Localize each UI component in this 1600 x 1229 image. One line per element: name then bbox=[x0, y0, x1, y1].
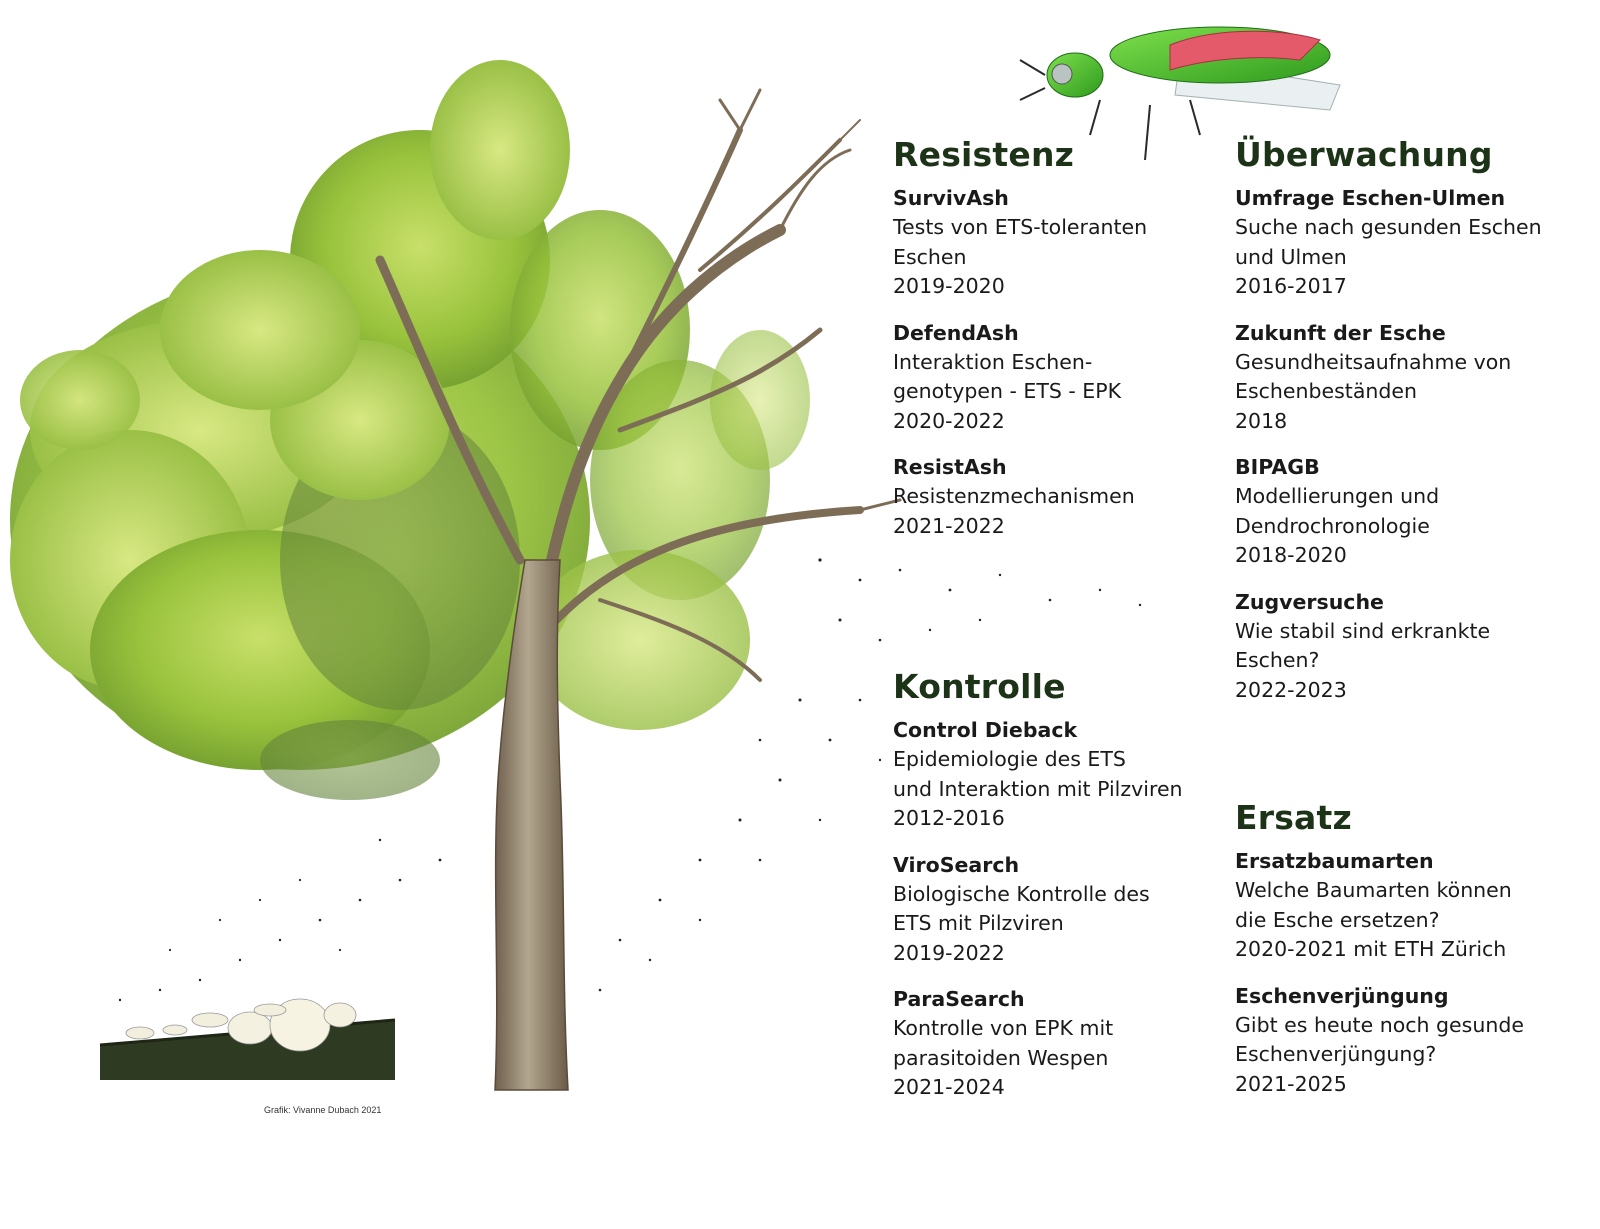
fungi-log bbox=[100, 999, 395, 1080]
project-title: ResistAsh bbox=[893, 455, 1007, 479]
project-years: 2019-2020 bbox=[893, 274, 1005, 298]
project-years: 2020-2022 bbox=[893, 408, 1005, 433]
project-description: Biologische Kontrolle des ETS mit Pilzviren bbox=[893, 881, 1150, 935]
section-kontrolle bbox=[893, 667, 1233, 1120]
image-credit: Grafik: Vivanne Dubach 2021 bbox=[264, 1105, 382, 1115]
project-title: Zukunft der Esche bbox=[1235, 320, 1446, 345]
project-title: DefendAsh bbox=[893, 320, 1019, 345]
project-title: Zugversuche bbox=[1235, 589, 1384, 614]
project-description: Gibt es heute noch gesunde Eschenverjüngung? bbox=[1235, 1012, 1524, 1066]
section-title-ueberwachung: Überwachung bbox=[1235, 135, 1493, 174]
project-description: Kontrolle von EPK mit parasitoiden Wespen bbox=[893, 1016, 1114, 1070]
project-description: Gesundheitsaufnahme von Eschenbeständen bbox=[1235, 349, 1512, 403]
project-years: 2019-2022 bbox=[893, 940, 1005, 965]
project-title: Ersatzbaumarten bbox=[1235, 849, 1434, 873]
project-description: Resistenzmechanismen bbox=[893, 484, 1135, 508]
project-years: 2021-2022 bbox=[893, 513, 1005, 538]
section-title-ersatz: Ersatz bbox=[1235, 798, 1352, 837]
project-years: 2018-2020 bbox=[1235, 543, 1347, 567]
project-title: SurvivAsh bbox=[893, 186, 1009, 210]
project-description: Welche Baumarten können die Esche ersetzen? bbox=[1235, 878, 1512, 932]
project-ersatzbaumarten bbox=[1235, 847, 1595, 965]
project-zugversuche bbox=[1235, 588, 1595, 706]
project-eschenverjuengung bbox=[1235, 982, 1595, 1100]
project-years: 2012-2016 bbox=[893, 806, 1005, 830]
project-parasearch bbox=[893, 985, 1233, 1103]
section-ueberwachung bbox=[1235, 135, 1595, 722]
project-title: Umfrage Eschen-Ulmen bbox=[1235, 186, 1506, 210]
project-title: ParaSearch bbox=[893, 987, 1025, 1011]
project-years: 2022-2023 bbox=[1235, 677, 1347, 702]
project-control-dieback bbox=[893, 716, 1233, 834]
project-virosearch bbox=[893, 851, 1233, 969]
project-description: Tests von ETS-toleranten Eschen bbox=[893, 215, 1148, 269]
project-years: 2021-2024 bbox=[893, 1075, 1005, 1099]
project-title: BIPAGB bbox=[1235, 455, 1320, 479]
project-description: Epidemiologie des ETS und Interaktion mit Pilzviren bbox=[893, 747, 1183, 801]
project-survivash bbox=[893, 184, 1233, 302]
project-description: Modellierungen und Dendrochronologie bbox=[1235, 484, 1440, 538]
project-bipagb bbox=[1235, 453, 1595, 571]
section-title-kontrolle: Kontrolle bbox=[893, 667, 1066, 706]
project-title: Control Dieback bbox=[893, 718, 1078, 742]
section-ersatz bbox=[1235, 798, 1595, 1116]
project-years: 2016-2017 bbox=[1235, 274, 1347, 298]
project-zukunft-der-esche bbox=[1235, 319, 1595, 437]
project-years: 2021-2025 bbox=[1235, 1071, 1347, 1096]
project-description: Suche nach gesunden Eschen und Ulmen bbox=[1235, 215, 1542, 269]
project-title: Eschenverjüngung bbox=[1235, 983, 1449, 1008]
tree-canopy bbox=[10, 60, 810, 800]
project-resistash bbox=[893, 453, 1233, 541]
section-resistenz bbox=[893, 135, 1233, 558]
project-description: Wie stabil sind erkrankte Eschen? bbox=[1235, 618, 1491, 672]
project-umfrage-eschen-ulmen bbox=[1235, 184, 1595, 302]
project-title: ViroSearch bbox=[893, 852, 1020, 877]
project-years: 2020-2021 mit ETH Zürich bbox=[1235, 937, 1507, 961]
project-years: 2018 bbox=[1235, 408, 1288, 433]
project-description: Interaktion Eschen- genotypen - ETS - EPK bbox=[893, 349, 1122, 403]
section-title-resistenz: Resistenz bbox=[893, 135, 1075, 174]
project-defendash bbox=[893, 319, 1233, 437]
